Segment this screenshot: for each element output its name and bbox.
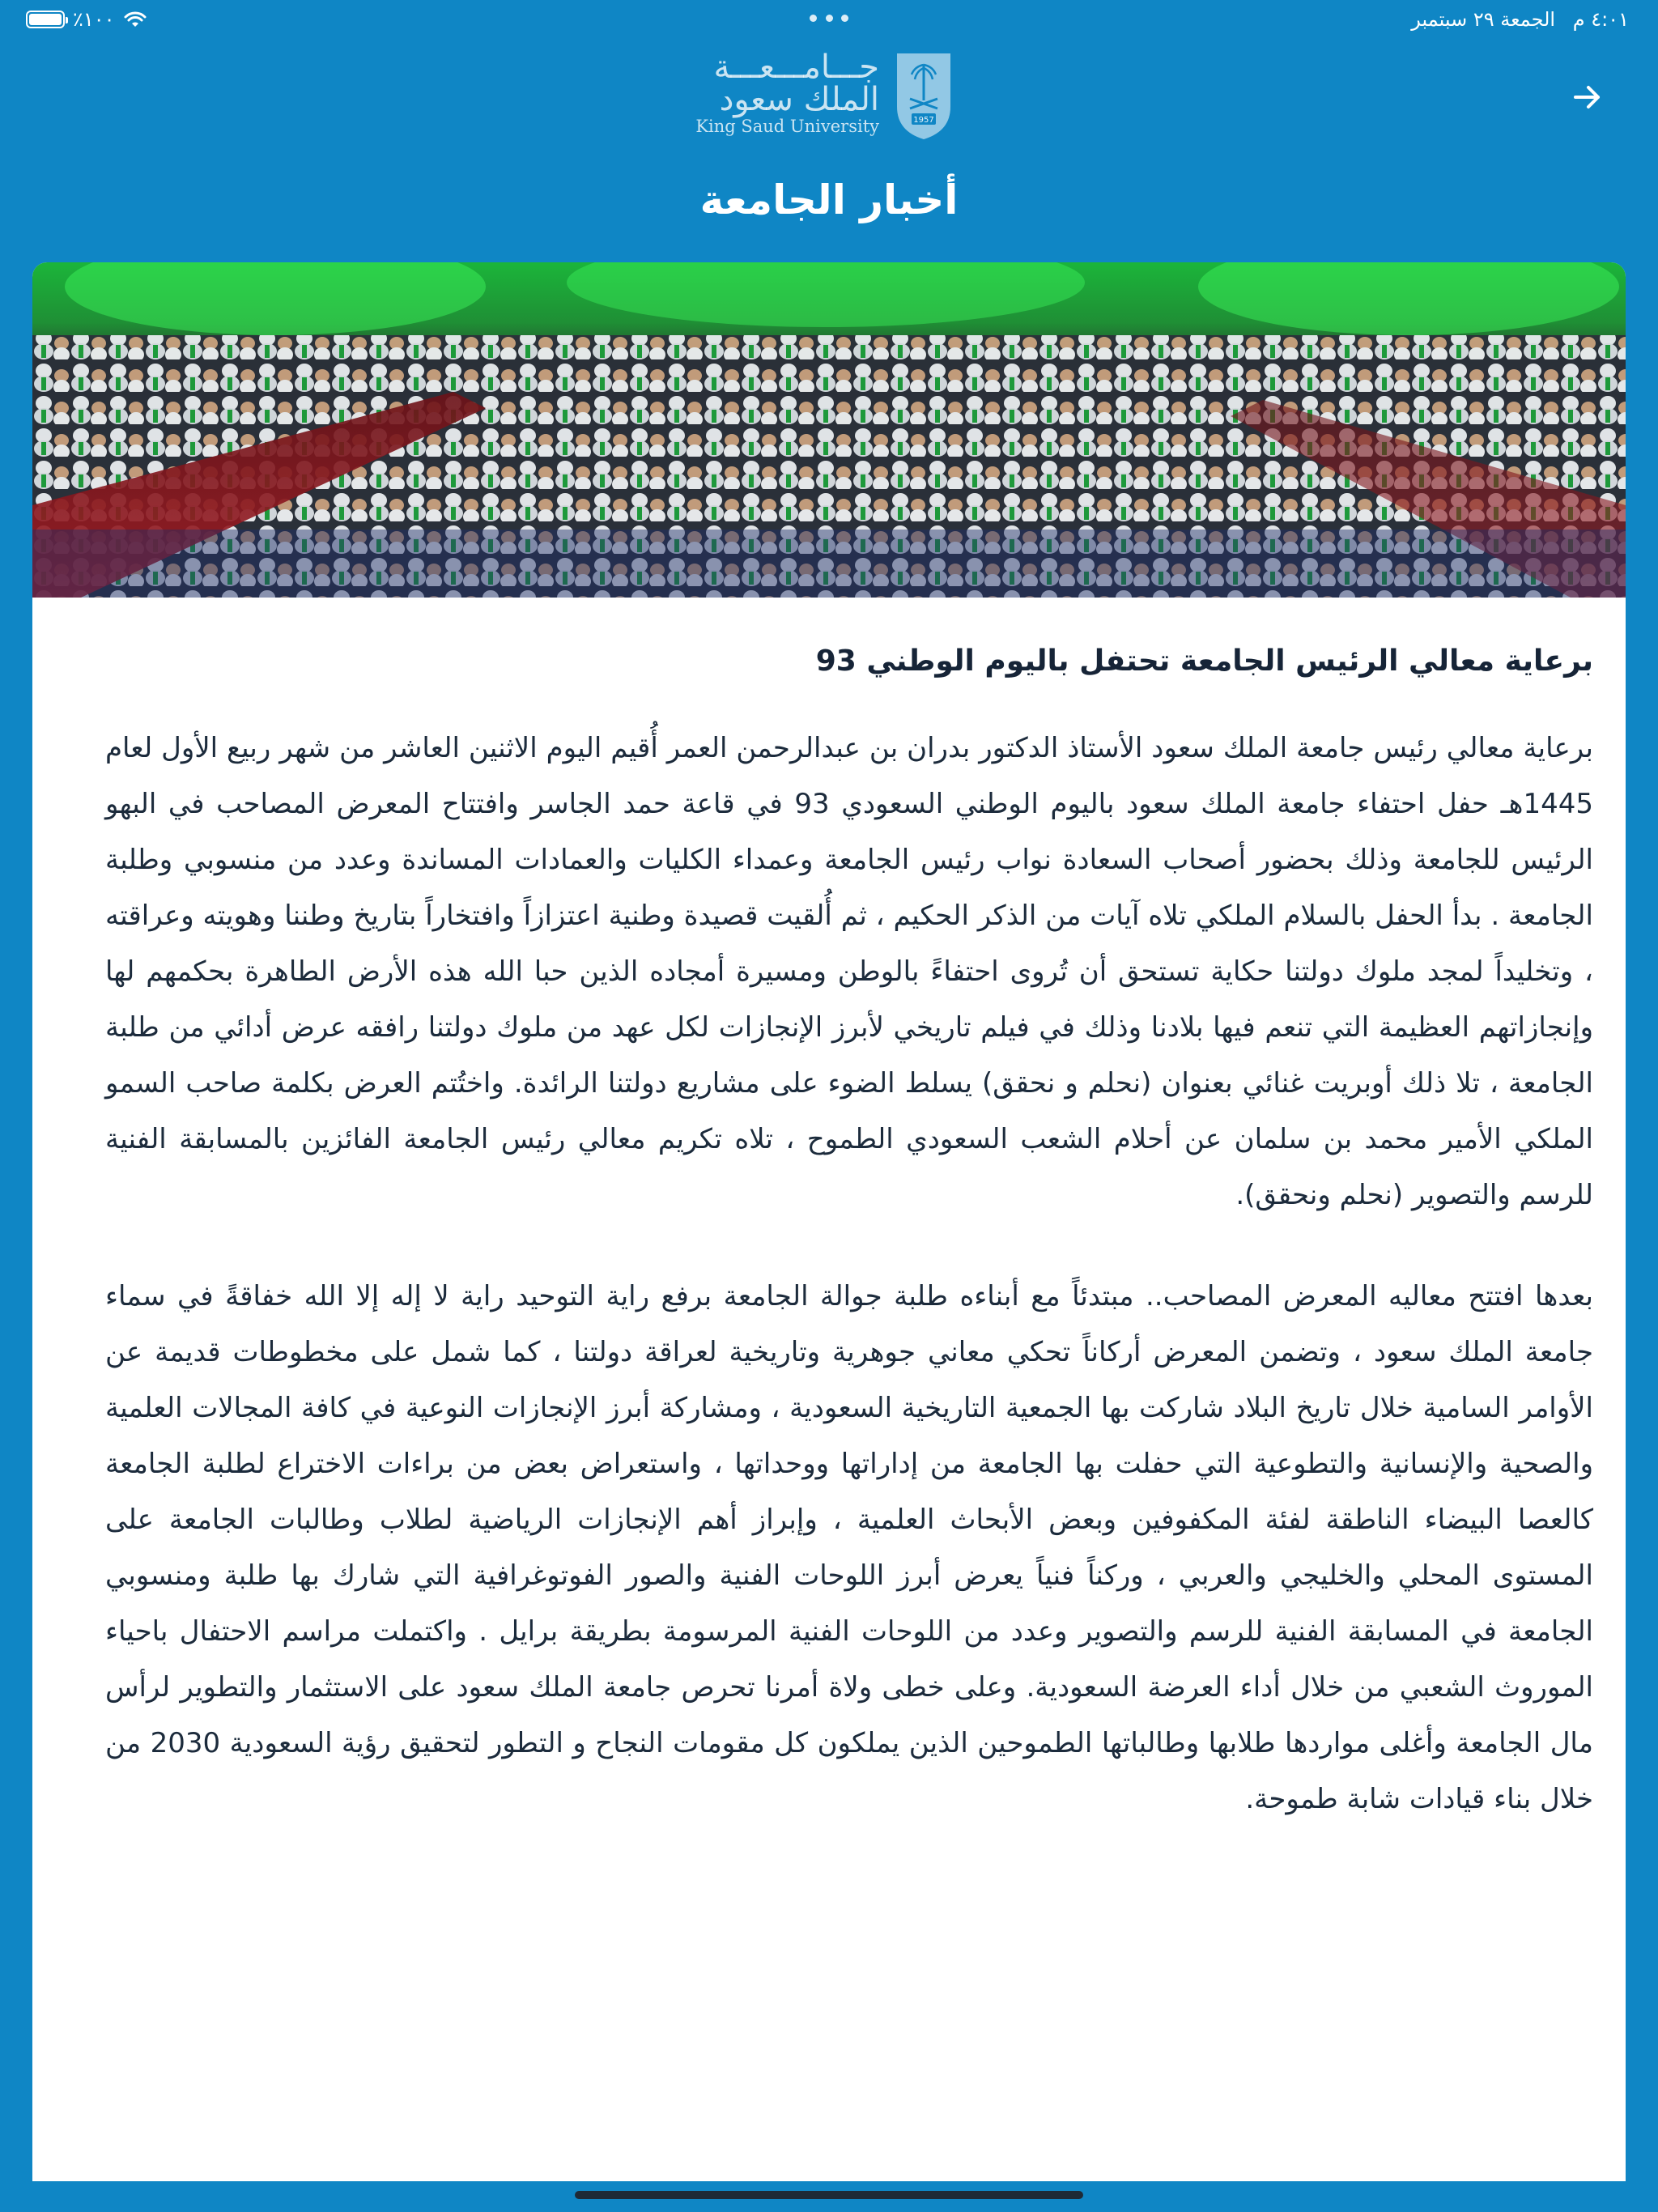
status-date: الجمعة ٢٩ سبتمبر [1411,8,1556,31]
battery-fill [29,14,62,25]
page-title: أخبار الجامعة [699,177,959,223]
article-paragraph-1: برعاية معالي رئيس جامعة الملك سعود الأستاذ الدكتور بدران بن عبدالرحمن العمر أُقيم اليوم الاثنين العاشر من شهر ربيع الأول لعام 1445هـ حفل احتفاء جامعة الملك سعود باليوم الوطني السعودي 93 في قاعة حمد الجاسر وافتتاح المعرض المصاحب في البهو الرئيس للجامعة وذلك بحضور أصحاب السعادة نواب رئيس الجامعة وعمداء الكليات والعمادات المساندة وعدد من منسوبي وطلبة الجامعة . بدأ الحفل بالسلام الملكي تلاه آيات من الذكر الحكيم ، ثم أُلقيت قصيدة وطنية اعتزازاً وافتخاراً بتاريخ وطننا وهويته وعراقته ، وتخليداً لمجد ملوك دولتنا حكاية تستحق أن تُروى احتفاءً بالوطن ومسيرة أمجاده الذين حبا الله هذه الأرض الطاهرة بحكمهم لها وإنجازاتهم العظيمة التي تنعم فيها بلادنا وذلك في فيلم تاريخي لأبرز الإنجازات لكل عهد من ملوك دولتنا رافقه عرض أدائي من طلبة الجامعة ، تلا ذلك أوبريت غنائي بعنوان (نحلم و نحقق) يسلط الضوء على مشاريع دولتنا الرائدة. واختُتم العرض بكلمة صاحب السمو الملكي الأمير محمد بن سلمان عن أحلام الشعب السعودي الطموح ، تلاه تكريم معالي رئيس الجامعة الفائزين بالمسابقة الفنية للرسم والتصوير (نحلم ونحقق). [105,732,1593,1212]
logo-year: 1957 [913,116,934,125]
battery-icon [26,11,65,28]
status-indicators [26,8,147,31]
article-paragraph-2: بعدها افتتح معاليه المعرض المصاحب.. مبتدئاً مع أبناءه طلبة جوالة الجامعة برفع راية التوحيد راية لا إله إلا الله خفاقةً في سماء جامعة الملك سعود ، وتضمن المعرض أركاناً تحكي معاني جوهرية وتاريخية لعراقة دولتنا ، كما شمل على مخطوطات قديمة عن الأوامر السامية خلال تاريخ البلاد شاركت بها الجمعية التاريخية السعودية ، ومشاركة أبرز الإنجازات النوعية في كافة المجالات العلمية والصحية والإنسانية والتطوعية التي حفلت بها الجامعة من إداراتها ووحداتها ، واستعراض بعض من براءات الاختراع لطلبة الجامعة كالعصا البيضاء الناطقة لفئة المكفوفين وبعض الأبحاث العلمية ، وإبراز أهم الإنجازات الرياضية لطلاب وطالبات الجامعة على المستوى المحلي والخليجي والعربي ، وركناً فنياً يعرض أبرز اللوحات الفنية والصور الفوتوغرافية التي شارك بها طلبة ومنسوبي الجامعة في المسابقة الفنية للرسم والتصوير وعدد من اللوحات الفنية المرسومة بطريقة برايل . واكتملت مراسم الاحتفال باحياء الموروث الشعبي من خلال أداء العرضة السعودية. وعلى خطى ولاة أمرنا تحرص جامعة الملك سعود على الاستثمار والتطوير لرأس مال الجامعة وأغلى مواردها طلابها وطالباتها الطموحين الذين يملكون كل مقومات النجاح و التطور لتحقيق رؤية السعودية 2030 من خلال بناء قيادات شابة طموحة. [105,1280,1593,1816]
logo-english-name: King Saud University [695,117,879,136]
news-card [32,262,1626,2181]
logo-arabic-name: الملك سعود [719,81,879,118]
back-arrow-icon[interactable] [1564,74,1609,120]
king-saud-university-logo [695,49,954,144]
status-time-date [1411,8,1629,31]
multitasking-dots[interactable] [810,15,848,22]
university-shield-icon [894,50,954,141]
news-hero-image [32,262,1626,598]
battery-percentage: ٪١٠٠ [73,8,115,31]
status-time: ٤:٠١ م [1572,8,1629,31]
status-bar [0,0,1658,40]
logo-arabic-jamiah: جـــامـــعـــة [713,49,879,86]
home-indicator[interactable] [575,2191,1083,2199]
article-title: برعاية معالي الرئيس الجامعة تحتفل باليوم الوطني 93 [815,644,1593,678]
wifi-icon [123,11,147,28]
news-article [32,598,1626,1827]
